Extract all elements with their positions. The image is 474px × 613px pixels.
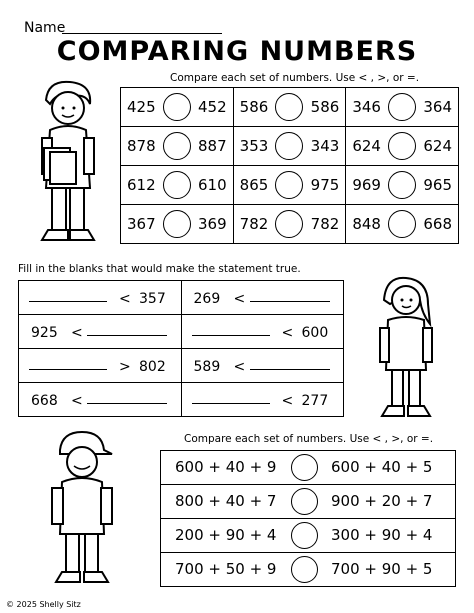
compare-cell: [346, 166, 459, 205]
compare-cell: [233, 166, 346, 205]
given-number: 589: [193, 359, 221, 375]
comparison-symbol: >: [119, 359, 131, 375]
given-number: 802: [139, 359, 166, 375]
left-number: 586: [239, 98, 269, 116]
right-number: 343: [310, 137, 340, 155]
copyright: © 2025 Shelly Sitz: [6, 600, 81, 609]
table-row: [121, 205, 459, 244]
fill-blank-cell: [181, 281, 344, 315]
table-row: [121, 166, 459, 205]
right-number: 369: [198, 215, 227, 233]
right-number: 610: [198, 176, 227, 194]
compare-cell: [121, 205, 234, 244]
table-row: [161, 451, 456, 485]
section2-instruction: Fill in the blanks that would make the statement true.: [18, 263, 301, 275]
expression-row: [161, 485, 456, 519]
answer-circle[interactable]: [275, 210, 303, 238]
answer-circle[interactable]: [163, 93, 191, 121]
compare-cell: [233, 205, 346, 244]
given-number: 925: [31, 325, 58, 341]
answer-circle[interactable]: [291, 556, 318, 583]
comparison-symbol: <: [281, 393, 294, 409]
boy-with-cap-illustration: [42, 428, 120, 590]
answer-circle[interactable]: [275, 171, 303, 199]
boy-with-books-illustration: [28, 78, 108, 250]
fill-blank-cell: [181, 349, 344, 383]
fill-blank-cell: [181, 315, 344, 349]
table-row: [161, 553, 456, 587]
left-number: 425: [127, 98, 156, 116]
answer-circle[interactable]: [388, 93, 416, 121]
expression-row: [161, 451, 456, 485]
answer-blank[interactable]: [192, 403, 270, 404]
expression-row: [161, 553, 456, 587]
fill-blank-table: [18, 280, 344, 417]
right-number: 887: [198, 137, 227, 155]
left-number: 612: [127, 176, 156, 194]
section3-instruction: Compare each set of numbers. Use < , >, or =.: [184, 433, 434, 445]
right-number: 782: [310, 215, 340, 233]
table-row: [19, 281, 344, 315]
answer-circle[interactable]: [291, 488, 318, 515]
fill-blank-cell: [19, 349, 182, 383]
right-number: 965: [423, 176, 452, 194]
answer-blank[interactable]: [87, 335, 167, 336]
answer-blank[interactable]: [250, 301, 330, 302]
compare-table: [120, 87, 459, 244]
right-expression: 300 + 90 + 4: [331, 526, 433, 544]
left-number: 624: [352, 137, 381, 155]
expanded-form-table: [160, 450, 456, 587]
given-number: 269: [193, 291, 221, 307]
given-number: 277: [301, 393, 329, 409]
answer-circle[interactable]: [291, 522, 318, 549]
right-number: 586: [310, 98, 340, 116]
table-row: [121, 88, 459, 127]
answer-circle[interactable]: [291, 454, 318, 481]
answer-circle[interactable]: [388, 210, 416, 238]
compare-cell: [346, 88, 459, 127]
comparison-symbol: <: [281, 325, 294, 341]
compare-cell: [121, 88, 234, 127]
answer-blank[interactable]: [87, 403, 167, 404]
fill-blank-cell: [19, 315, 182, 349]
left-number: 865: [239, 176, 269, 194]
right-expression: 600 + 40 + 5: [331, 458, 433, 476]
page-title: COMPARING NUMBERS: [56, 36, 418, 67]
left-expression: 600 + 40 + 9: [175, 458, 277, 476]
table-row: [121, 127, 459, 166]
fill-blank-cell: [19, 281, 182, 315]
left-number: 969: [352, 176, 381, 194]
answer-circle[interactable]: [163, 171, 191, 199]
left-number: 878: [127, 137, 156, 155]
answer-circle[interactable]: [275, 132, 303, 160]
name-label: Name: [24, 20, 66, 36]
left-expression: 700 + 50 + 9: [175, 560, 277, 578]
given-number: 668: [31, 393, 58, 409]
table-row: [19, 383, 344, 417]
comparison-symbol: <: [119, 291, 131, 307]
compare-cell: [121, 166, 234, 205]
girl-with-backpack-illustration: [372, 274, 440, 422]
left-expression: 800 + 40 + 7: [175, 492, 277, 510]
compare-cell: [233, 88, 346, 127]
answer-blank[interactable]: [192, 335, 270, 336]
right-number: 975: [310, 176, 340, 194]
section1-instruction: Compare each set of numbers. Use < , >, or =.: [170, 72, 420, 84]
comparison-symbol: <: [71, 325, 83, 341]
table-row: [19, 315, 344, 349]
expression-row: [161, 519, 456, 553]
left-number: 782: [239, 215, 269, 233]
given-number: 600: [301, 325, 329, 341]
comparison-symbol: <: [233, 291, 246, 307]
table-row: [161, 519, 456, 553]
fill-blank-cell: [19, 383, 182, 417]
left-number: 346: [352, 98, 381, 116]
compare-cell: [346, 205, 459, 244]
compare-cell: [346, 127, 459, 166]
right-number: 624: [423, 137, 452, 155]
answer-circle[interactable]: [275, 93, 303, 121]
answer-blank[interactable]: [29, 301, 107, 302]
right-number: 364: [423, 98, 452, 116]
answer-circle[interactable]: [163, 210, 191, 238]
fill-blank-cell: [181, 383, 344, 417]
name-field[interactable]: [62, 33, 222, 34]
answer-blank[interactable]: [250, 369, 330, 370]
right-number: 452: [198, 98, 227, 116]
answer-blank[interactable]: [29, 369, 107, 370]
comparison-symbol: <: [233, 359, 246, 375]
comparison-symbol: <: [71, 393, 83, 409]
left-number: 353: [239, 137, 269, 155]
given-number: 357: [139, 291, 166, 307]
answer-circle[interactable]: [163, 132, 191, 160]
right-expression: 700 + 90 + 5: [331, 560, 433, 578]
compare-cell: [121, 127, 234, 166]
answer-circle[interactable]: [388, 132, 416, 160]
answer-circle[interactable]: [388, 171, 416, 199]
left-number: 367: [127, 215, 156, 233]
left-expression: 200 + 90 + 4: [175, 526, 277, 544]
table-row: [161, 485, 456, 519]
compare-cell: [233, 127, 346, 166]
table-row: [19, 349, 344, 383]
right-expression: 900 + 20 + 7: [331, 492, 433, 510]
left-number: 848: [352, 215, 381, 233]
right-number: 668: [423, 215, 452, 233]
